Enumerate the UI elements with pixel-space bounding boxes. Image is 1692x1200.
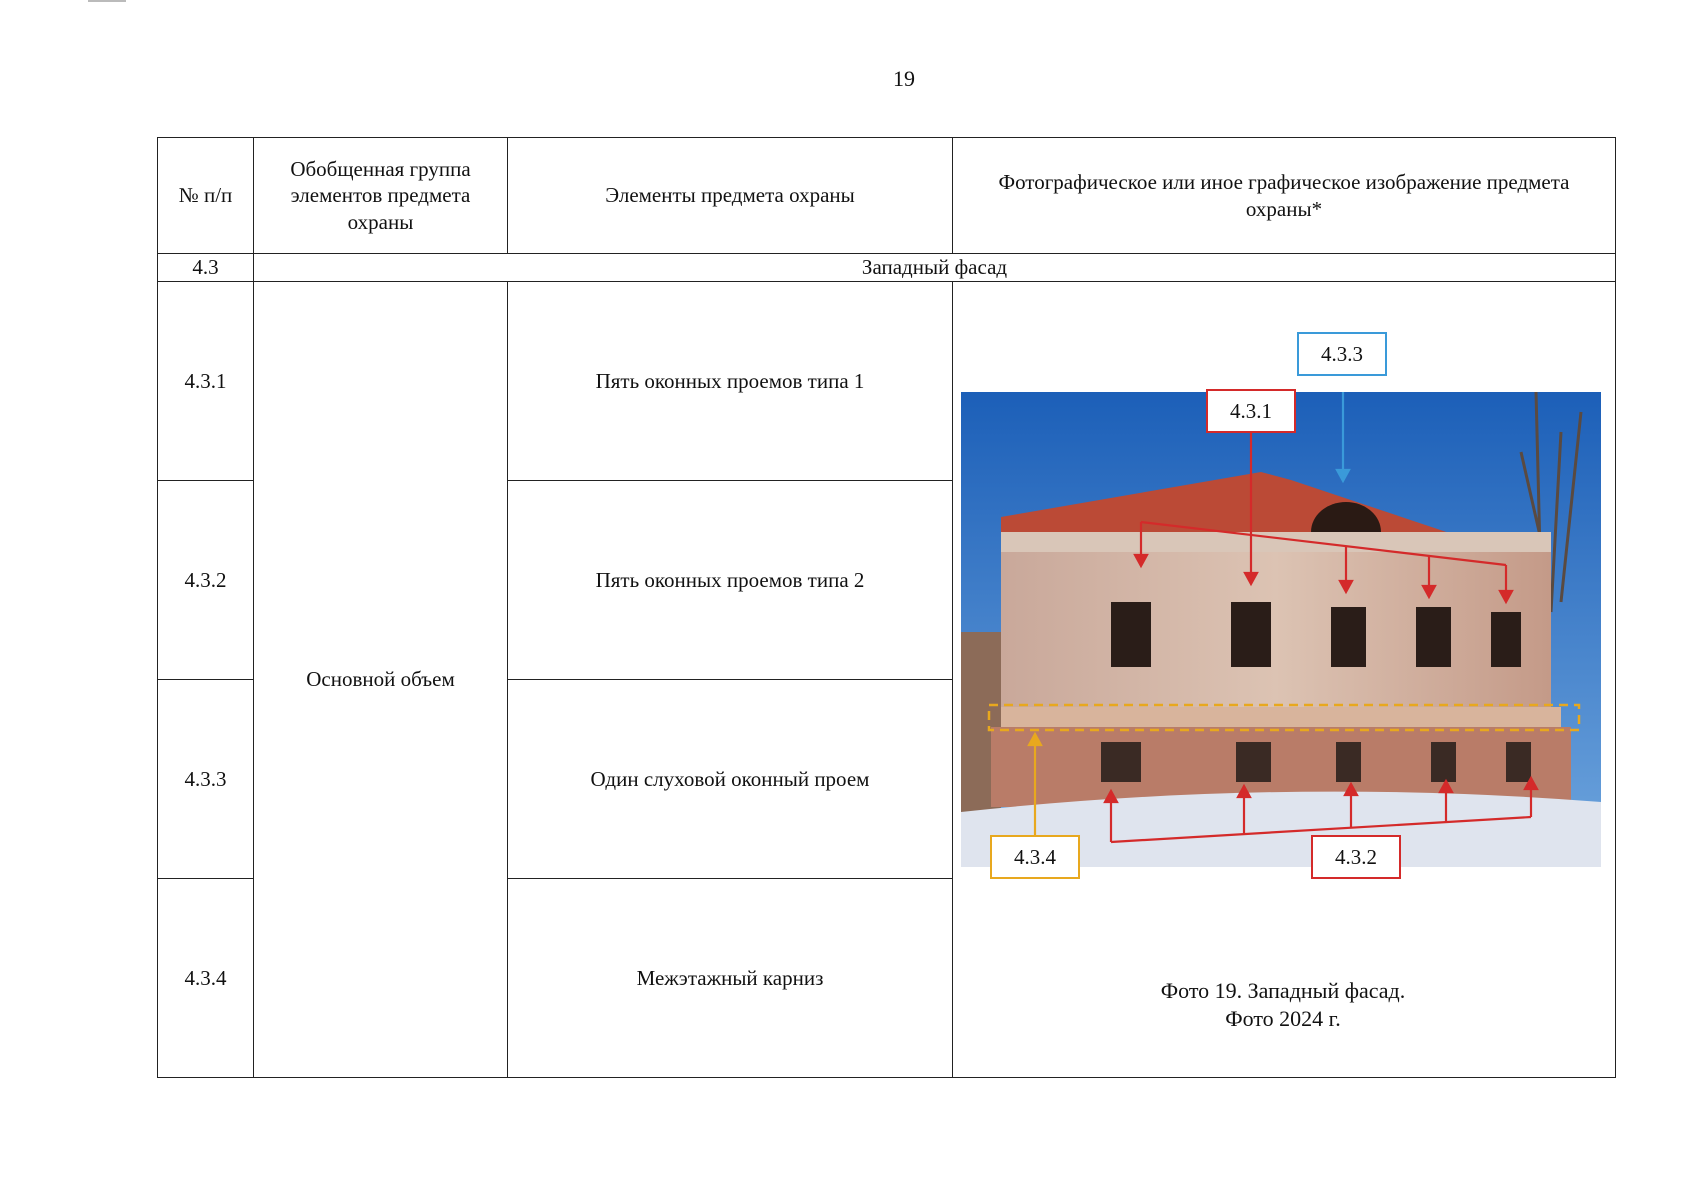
callout-label: 4.3.4 <box>1014 845 1056 869</box>
facade-photo <box>961 392 1601 867</box>
row-number: 4.3.3 <box>158 680 254 879</box>
photo-caption <box>953 977 1613 1033</box>
photo-cell <box>953 282 1616 1078</box>
callout-4-3-4 <box>990 835 1080 879</box>
row-element: Один слуховой оконный проем <box>508 680 953 879</box>
row-element: Межэтажный карниз <box>508 879 953 1078</box>
protection-subject-table <box>157 137 1616 1078</box>
facade-figure <box>961 332 1601 912</box>
header-num: № п/п <box>158 138 254 254</box>
row-element: Пять оконных проемов типа 1 <box>508 282 953 481</box>
row-number: 4.3.4 <box>158 879 254 1078</box>
row-element: Пять оконных проемов типа 2 <box>508 481 953 680</box>
section-num: 4.3 <box>158 254 254 282</box>
row-number: 4.3.1 <box>158 282 254 481</box>
callout-label: 4.3.3 <box>1321 342 1363 366</box>
page-number: 19 <box>893 66 915 91</box>
group-name: Основной объем <box>254 282 508 1078</box>
callout-4-3-1 <box>1206 389 1296 433</box>
callout-4-3-3 <box>1297 332 1387 376</box>
callout-label: 4.3.1 <box>1230 399 1272 423</box>
callout-4-3-2 <box>1311 835 1401 879</box>
header-elements: Элементы предмета охраны <box>508 138 953 254</box>
caption-line-1: Фото 19. Западный фасад. <box>1160 978 1406 1003</box>
caption-line-2: Фото 2024 г. <box>1225 1006 1341 1031</box>
section-row <box>158 254 1616 282</box>
scan-mark <box>88 0 126 2</box>
header-row <box>158 138 1616 254</box>
callout-label: 4.3.2 <box>1335 845 1377 869</box>
table-row <box>158 282 1616 481</box>
section-title: Западный фасад <box>254 254 1616 282</box>
row-number: 4.3.2 <box>158 481 254 680</box>
header-photo: Фотографическое или иное графическое изображение предмета охраны* <box>953 138 1616 254</box>
facade-photo-graphic <box>961 392 1601 867</box>
header-group: Обобщенная группа элементов предмета охраны <box>254 138 508 254</box>
